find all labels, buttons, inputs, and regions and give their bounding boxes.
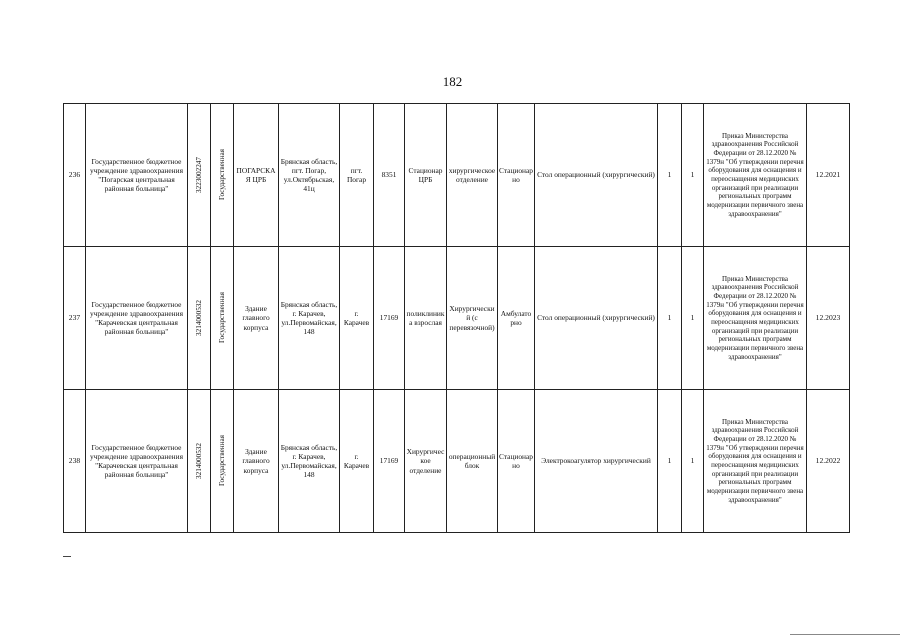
table-row — [64, 247, 850, 390]
locality: г. Карачев — [340, 247, 374, 390]
organization-name: Государственное бюджетное учреждение здравоохранения "Карачевская центральная районная больница" — [86, 247, 188, 390]
unit-type: Хирургическое отделение — [405, 390, 447, 533]
quantity-a: 1 — [658, 104, 682, 247]
ownership-value: Государственная — [217, 149, 226, 201]
department: хирургическое отделение — [447, 104, 498, 247]
inn-value: 3214000532 — [194, 300, 203, 336]
inn-value: 3223002247 — [194, 157, 203, 193]
care-form: Амбулаторно — [498, 247, 535, 390]
table-row — [64, 104, 850, 247]
organization-name: Государственное бюджетное учреждение здравоохранения "Погарская центральная районная больница" — [86, 104, 188, 247]
quantity-b: 1 — [682, 390, 704, 533]
page-number: 182 — [442, 74, 463, 89]
building-name: ПОГАРСКАЯ ЦРБ — [234, 104, 279, 247]
locality: г. Карачев — [340, 390, 374, 533]
inn-cell — [188, 390, 211, 533]
address: Брянская область, пгт. Погар, ул.Октябрьская, 41ц — [279, 104, 340, 247]
address: Брянская область, г. Карачев, ул.Первомайская, 148 — [279, 390, 340, 533]
inn-value: 3214000532 — [194, 443, 203, 479]
ownership-value: Государственная — [217, 292, 226, 344]
equipment-name: Стол операционный (хирургический) — [535, 104, 658, 247]
ownership-cell — [211, 390, 234, 533]
address: Брянская область, г. Карачев, ул.Первомайская, 148 — [279, 247, 340, 390]
inn-cell — [188, 104, 211, 247]
quantity-a: 1 — [658, 247, 682, 390]
ownership-value: Государственная — [217, 435, 226, 487]
row-number: 236 — [64, 104, 86, 247]
row-number: 238 — [64, 390, 86, 533]
ownership-cell — [211, 104, 234, 247]
equipment-name: Стол операционный (хирургический) — [535, 247, 658, 390]
locality: пгт. Погар — [340, 104, 374, 247]
unit-type: Стационар ЦРБ — [405, 104, 447, 247]
quantity-a: 1 — [658, 390, 682, 533]
population: 17169 — [374, 247, 405, 390]
quantity-b: 1 — [682, 247, 704, 390]
care-form: Стационарно — [498, 104, 535, 247]
building-name: Здание главного корпуса — [234, 390, 279, 533]
row-number: 237 — [64, 247, 86, 390]
delivery-date: 12.2021 — [807, 104, 850, 247]
department: операционный блок — [447, 390, 498, 533]
equipment-name: Электрокоагулятор хирургический — [535, 390, 658, 533]
unit-type: поликлиника взрослая — [405, 247, 447, 390]
legal-basis: Приказ Министерства здравоохранения Российской Федерации от 28.12.2020 № 1379н "Об утверждении перечня оборудования для оснащения и переоснащения медицинских организаций при реализации региональных программ модернизации первичного звена здравоохранения" — [704, 390, 807, 533]
population: 17169 — [374, 390, 405, 533]
department: Хирургический (с перевязочной) — [447, 247, 498, 390]
legal-basis: Приказ Министерства здравоохранения Российской Федерации от 28.12.2020 № 1379н "Об утверждении перечня оборудования для оснащения и переоснащения медицинских организаций при реализации региональных программ модернизации первичного звена здравоохранения" — [704, 247, 807, 390]
quantity-b: 1 — [682, 104, 704, 247]
population: 8351 — [374, 104, 405, 247]
equipment-registry-table — [63, 103, 850, 533]
inn-cell — [188, 247, 211, 390]
delivery-date: 12.2022 — [807, 390, 850, 533]
ownership-cell — [211, 247, 234, 390]
organization-name: Государственное бюджетное учреждение здравоохранения "Карачевская центральная районная больница" — [86, 390, 188, 533]
table-row — [64, 390, 850, 533]
care-form: Стационарно — [498, 390, 535, 533]
scan-artifact — [63, 556, 71, 557]
scan-artifact — [790, 634, 900, 635]
legal-basis: Приказ Министерства здравоохранения Российской Федерации от 28.12.2020 № 1379н "Об утверждении перечня оборудования для оснащения и переоснащения медицинских организаций при реализации региональных программ модернизации первичного звена здравоохранения" — [704, 104, 807, 247]
delivery-date: 12.2023 — [807, 247, 850, 390]
building-name: Здание главного корпуса — [234, 247, 279, 390]
